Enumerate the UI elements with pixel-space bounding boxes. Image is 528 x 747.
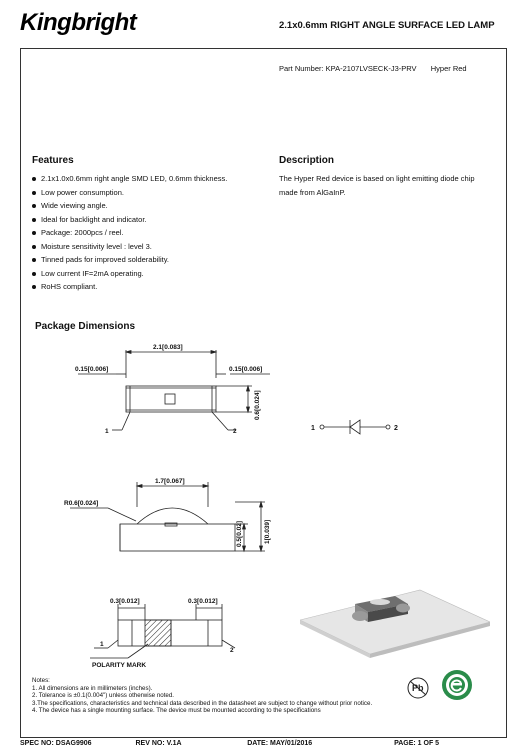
pb-free-icon: [404, 676, 434, 700]
kingbright-logo: Kingbright: [20, 9, 137, 36]
description-heading: Description: [279, 155, 335, 166]
polarity-mark-label: POLARITY MARK: [92, 662, 147, 669]
list-item: Low power consumption.: [32, 186, 227, 200]
side-view-drawing: [60, 472, 280, 562]
schematic-pin2: 2: [394, 425, 398, 432]
part-number-line: [279, 64, 467, 73]
features-heading: Features: [32, 155, 74, 166]
list-item: Wide viewing angle.: [32, 199, 227, 213]
side-width-label: 1.7[0.067]: [155, 478, 185, 485]
document-title: 2.1x0.6mm RIGHT ANGLE SURFACE LED LAMP: [279, 20, 495, 31]
list-item: RoHS compliant.: [32, 280, 227, 294]
bottom-left-label: 0.3[0.012]: [110, 598, 140, 605]
bottom-right-label: 0.3[0.012]: [188, 598, 218, 605]
emitting-color: Hyper Red: [430, 64, 467, 73]
description-text: The Hyper Red device is based on light emitting diode chip made from AlGaInP.: [279, 174, 475, 197]
notes-block: [32, 677, 372, 715]
notes-title: Notes:: [32, 677, 50, 684]
list-item: Ideal for backlight and indicator.: [32, 213, 227, 227]
bottom-pin1: 1: [100, 641, 104, 648]
note-line: 3.The specifications, characteristics and technical data described in the datasheet are subject to change without prior notice.: [32, 699, 373, 707]
list-item: Low current IF=2mA operating.: [32, 267, 227, 281]
top-view-drawing: [60, 338, 280, 438]
led-3d-render: [300, 582, 490, 667]
note-line: 1. All dimensions are in millimeters (inches).: [32, 684, 153, 692]
list-item: Moisture sensitivity level : level 3.: [32, 240, 227, 254]
note-line: 2. Tolerance is ±0.1(0.004") unless otherwise noted.: [32, 692, 175, 700]
list-item: Tinned pads for improved solderability.: [32, 253, 227, 267]
part-number: Part Number: KPA-2107LVSECK-J3-PRV: [279, 64, 417, 73]
top-pin1: 1: [105, 428, 109, 435]
list-item: Package: 2000pcs / reel.: [32, 226, 227, 240]
top-left-pad-label: 0.15[0.006]: [75, 366, 109, 373]
bottom-view-drawing: [60, 592, 280, 672]
document-date: DATE: MAY/01/2016: [247, 740, 313, 747]
features-list: [32, 172, 227, 294]
side-radius-label: R0.6[0.024]: [64, 500, 99, 507]
rohs-eco-icon: [440, 668, 474, 702]
note-line: 4. The device has a single mounting surface. The device must be mounted according to the specifications: [32, 707, 321, 715]
top-width-label: 2.1[0.083]: [153, 344, 183, 351]
bottom-pin2: 2: [230, 647, 234, 654]
top-right-pad-label: 0.15[0.006]: [229, 366, 263, 373]
page-number: PAGE: 1 OF 5: [394, 740, 440, 747]
top-pin2: 2: [233, 428, 237, 435]
side-height1-label: 0.5[0.02]: [236, 520, 243, 547]
package-dimensions-heading: Package Dimensions: [35, 321, 136, 332]
diode-schematic: [308, 416, 408, 438]
revision-number: REV NO: V.1A: [135, 740, 182, 747]
schematic-pin1: 1: [311, 425, 315, 432]
list-item: 2.1x1.0x0.6mm right angle SMD LED, 0.6mm thickness.: [32, 172, 227, 186]
top-height-label: 0.6[0.024]: [254, 390, 261, 420]
side-height2-label: 1[0.039]: [264, 519, 271, 544]
spec-number: SPEC NO: DSAG9906: [20, 740, 92, 747]
pb-text: Pb: [412, 683, 424, 693]
